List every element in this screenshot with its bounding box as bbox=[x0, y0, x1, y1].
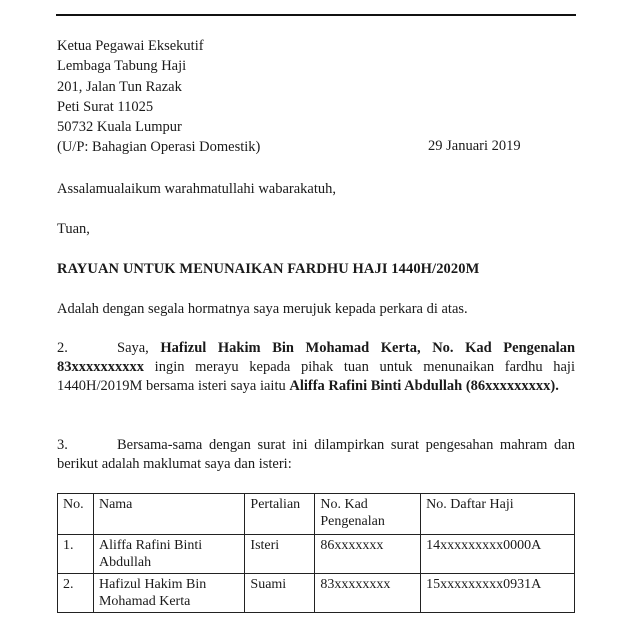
cell-no: 1. bbox=[58, 535, 94, 574]
recipient-address bbox=[57, 36, 260, 158]
paragraph-2 bbox=[57, 339, 575, 396]
paragraph-3 bbox=[57, 436, 575, 474]
paragraph-number: 2. bbox=[57, 340, 68, 356]
header-daftar-haji: No. Daftar Haji bbox=[421, 494, 575, 535]
paragraph-text: Bersama-sama dengan surat ini dilampirkan surat pengesahan mahram dan berikut adalah maklumat saya dan isteri: bbox=[57, 437, 575, 472]
table-row bbox=[58, 574, 575, 613]
address-line: (U/P: Bahagian Operasi Domestik) bbox=[57, 139, 261, 156]
cell-daftar-haji: 14xxxxxxxxx0000A bbox=[421, 535, 575, 574]
spouse-name: Aliffa Rafini Binti Abdullah (86xxxxxxxxx). bbox=[289, 378, 559, 394]
header-kad-pengenalan: No. Kad Pengenalan bbox=[315, 494, 421, 535]
cell-daftar-haji: 15xxxxxxxxx0931A bbox=[421, 574, 575, 613]
cell-nama: Hafizul Hakim Bin Mohamad Kerta bbox=[93, 574, 244, 613]
subject-heading: RAYUAN UNTUK MENUNAIKAN FARDHU HAJI 1440H/2020M bbox=[57, 261, 480, 277]
header-pertalian: Pertalian bbox=[245, 494, 315, 535]
greeting: Assalamualaikum warahmatullahi wabarakatuh, bbox=[57, 181, 337, 197]
table-header-row bbox=[58, 494, 575, 535]
cell-pertalian: Isteri bbox=[245, 535, 315, 574]
paragraph-text: Saya, bbox=[117, 340, 161, 356]
address-line: Ketua Pegawai Eksekutif bbox=[57, 38, 204, 54]
cell-pertalian: Suami bbox=[245, 574, 315, 613]
cell-nama: Aliffa Rafini Binti Abdullah bbox=[93, 535, 244, 574]
address-line: 50732 Kuala Lumpur bbox=[57, 119, 182, 136]
intro-paragraph: Adalah dengan segala hormatnya saya merujuk kepada perkara di atas. bbox=[57, 301, 468, 317]
info-table bbox=[57, 493, 575, 613]
cell-kad-pengenalan: 83xxxxxxxx bbox=[315, 574, 421, 613]
address-line: 201, Jalan Tun Razak bbox=[57, 78, 182, 95]
address-line: Lembaga Tabung Haji bbox=[57, 58, 187, 75]
paragraph-text: ingin merayu kepada pihak tuan untuk menunaikan fardhu haji 1440H/2019M bersama isteri saya iaitu bbox=[57, 359, 575, 394]
header-nama: Nama bbox=[93, 494, 244, 535]
letter-date: 29 Januari 2019 bbox=[428, 138, 521, 154]
address-line: Peti Surat 11025 bbox=[57, 98, 154, 115]
paragraph-number: 3. bbox=[57, 437, 68, 453]
cell-kad-pengenalan: 86xxxxxxx bbox=[315, 535, 421, 574]
top-rule bbox=[56, 14, 576, 16]
salutation: Tuan, bbox=[57, 221, 90, 237]
table-row bbox=[58, 535, 575, 574]
applicant-name: Hafizul Hakim Bin Mohamad Kerta, No. Kad Pengenalan 83xxxxxxxxxx bbox=[57, 340, 576, 375]
header-no: No. bbox=[58, 494, 94, 535]
cell-no: 2. bbox=[58, 574, 94, 613]
